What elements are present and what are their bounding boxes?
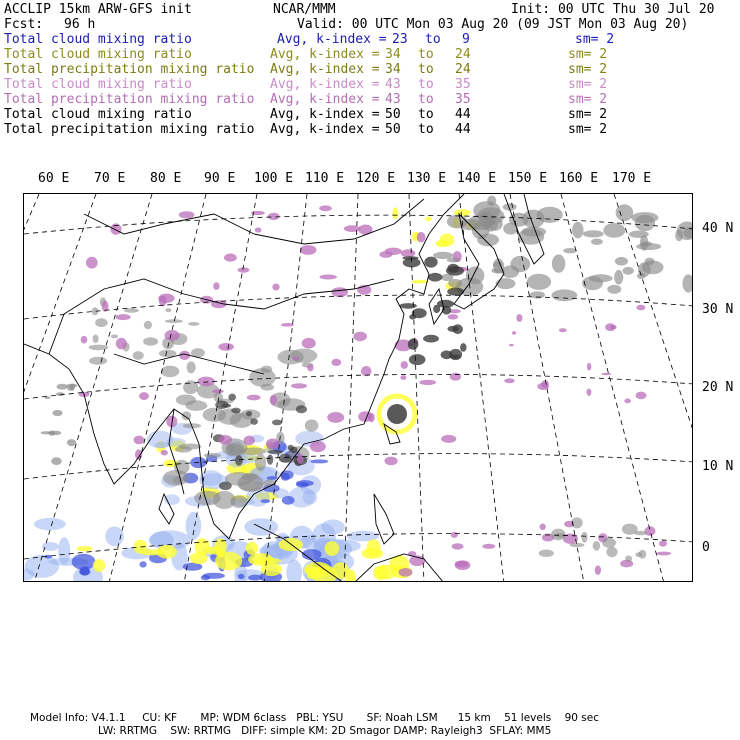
purple-cloud xyxy=(602,373,612,375)
yellow-cloud xyxy=(76,546,92,551)
purple-cloud xyxy=(161,450,168,456)
lon-label: 70 E xyxy=(94,171,126,186)
purple-cloud xyxy=(165,330,180,341)
legend-smoothing: sm= 2 xyxy=(568,62,608,77)
purple-cloud xyxy=(516,314,522,322)
legend-k-end: 24 xyxy=(455,62,471,77)
purple-cloud xyxy=(512,331,516,335)
legend-k-end: 35 xyxy=(455,77,471,92)
gray-cloud xyxy=(615,257,628,266)
map-background xyxy=(24,194,693,582)
gray-cloud xyxy=(143,337,158,346)
lon-label: 130 E xyxy=(407,171,447,186)
yellow-cloud xyxy=(425,217,432,221)
gray-cloud xyxy=(530,291,545,298)
blue-cloud xyxy=(201,575,210,580)
purple-cloud xyxy=(448,314,459,319)
dark-cloud xyxy=(446,266,464,276)
purple-cloud xyxy=(319,205,332,211)
purple-cloud xyxy=(116,338,127,350)
purple-cloud xyxy=(401,361,408,369)
yellow-cloud xyxy=(306,567,326,573)
legend-to: to xyxy=(425,32,441,47)
dark-cloud xyxy=(228,394,236,401)
blue-cloud xyxy=(296,480,314,486)
gray-cloud xyxy=(487,196,496,206)
dark-cloud xyxy=(424,257,437,268)
lon-label: 100 E xyxy=(254,171,294,186)
dark-cloud xyxy=(423,335,439,343)
fcst-label: Fcst: xyxy=(4,17,44,32)
yellow-cloud xyxy=(248,553,273,566)
purple-cloud xyxy=(401,249,416,257)
gray-cloud xyxy=(583,230,604,237)
gray-cloud xyxy=(57,384,68,390)
purple-cloud xyxy=(559,328,567,332)
gray-cloud xyxy=(552,289,578,301)
gray-cloud xyxy=(606,547,617,557)
dark-cloud xyxy=(428,273,442,282)
purple-cloud xyxy=(116,314,131,320)
gray-cloud xyxy=(93,335,99,344)
legend-smoothing: sm= 2 xyxy=(568,92,608,107)
init-time: Init: 00 UTC Thu 30 Jul 20 xyxy=(511,2,715,17)
legend-k-end: 35 xyxy=(455,92,471,107)
dark-cloud xyxy=(399,303,416,309)
dark-cloud xyxy=(402,256,418,260)
purple-cloud xyxy=(344,225,361,232)
gray-cloud xyxy=(50,431,61,435)
gray-cloud xyxy=(133,351,144,360)
gray-cloud xyxy=(255,454,266,471)
purple-cloud xyxy=(270,395,277,405)
legend-field-name: Total precipitation mixing ratio xyxy=(4,92,255,107)
legend-to: to xyxy=(418,107,434,122)
purple-cloud xyxy=(359,225,373,235)
yellow-cloud xyxy=(246,542,258,555)
gray-cloud xyxy=(159,350,177,357)
dark-cloud xyxy=(288,445,294,451)
gray-cloud xyxy=(589,274,613,282)
gray-cloud xyxy=(67,439,76,446)
gray-cloud xyxy=(539,550,554,557)
fcst-value: 96 h xyxy=(64,17,96,32)
blue-cloud xyxy=(261,499,271,503)
lon-label: 160 E xyxy=(559,171,599,186)
purple-cloud xyxy=(302,338,316,349)
purple-cloud xyxy=(255,227,262,232)
legend-avg-label: Avg, k-index = xyxy=(270,107,380,122)
gray-cloud xyxy=(496,278,516,289)
gray-cloud xyxy=(447,215,468,229)
purple-cloud xyxy=(327,412,344,423)
yellow-cloud xyxy=(366,539,380,557)
yellow-cloud xyxy=(93,559,105,572)
purple-cloud xyxy=(139,392,149,400)
dark-cloud xyxy=(453,324,463,334)
legend-avg-label: Avg, k-index = xyxy=(277,32,387,47)
dark-cloud xyxy=(251,418,258,424)
blue-cloud xyxy=(140,561,147,567)
yellow-cloud xyxy=(373,566,388,580)
lat-label: 20 N xyxy=(702,380,734,395)
yellow-cloud xyxy=(157,545,177,559)
legend-field-name: Total cloud mixing ratio xyxy=(4,32,192,47)
gray-cloud xyxy=(187,361,196,373)
purple-cloud xyxy=(281,323,294,327)
purple-cloud xyxy=(272,284,279,291)
gray-cloud xyxy=(124,308,139,312)
yellow-cloud xyxy=(205,547,225,555)
yellow-cloud xyxy=(215,552,242,570)
purple-cloud xyxy=(605,323,615,331)
legend-avg-label: Avg, k-index = xyxy=(270,92,380,107)
model-info-line2: LW: RRTMG SW: RRTMG DIFF: simple KM: 2D Smagor DAMP: Rayleigh3 SFLAY: MM5 xyxy=(98,725,552,737)
gray-cloud xyxy=(614,270,623,285)
blue-cloud xyxy=(280,470,293,479)
gray-cloud xyxy=(241,448,267,455)
legend-smoothing: sm= 2 xyxy=(568,77,608,92)
light-blue-cloud xyxy=(34,518,66,530)
gray-cloud xyxy=(570,543,585,547)
blue-cloud xyxy=(310,459,328,463)
gray-cloud xyxy=(144,321,152,329)
typhoon-core xyxy=(387,404,407,424)
legend-k-start: 50 xyxy=(385,122,401,137)
gray-cloud xyxy=(111,335,118,339)
purple-cloud xyxy=(320,275,337,280)
purple-cloud xyxy=(656,552,671,556)
purple-cloud xyxy=(636,305,645,311)
gray-cloud xyxy=(41,431,52,434)
purple-cloud xyxy=(81,336,88,344)
dark-cloud xyxy=(267,455,273,465)
dark-cloud xyxy=(246,411,252,416)
gray-cloud xyxy=(261,366,272,373)
purple-cloud xyxy=(307,364,313,371)
gray-cloud xyxy=(602,538,616,548)
gray-cloud xyxy=(623,267,634,275)
purple-cloud xyxy=(587,363,592,371)
purple-cloud xyxy=(455,561,469,567)
valid-time: Valid: 00 UTC Mon 03 Aug 20 (09 JST Mon 03 Aug 20) xyxy=(297,17,689,32)
dark-cloud xyxy=(296,405,307,413)
legend-k-start: 23 xyxy=(392,32,408,47)
gray-cloud xyxy=(305,419,319,431)
legend-smoothing: sm= 2 xyxy=(568,47,608,62)
gray-cloud xyxy=(290,349,317,363)
legend-to: to xyxy=(418,62,434,77)
gray-cloud xyxy=(51,457,62,465)
legend-k-end: 44 xyxy=(455,107,471,122)
gray-cloud xyxy=(635,552,642,557)
gray-cloud xyxy=(607,285,621,294)
purple-cloud xyxy=(212,389,224,393)
gray-cloud xyxy=(204,453,221,458)
gray-cloud xyxy=(185,400,207,411)
blue-cloud xyxy=(282,496,295,505)
gray-cloud xyxy=(634,531,647,535)
purple-cloud xyxy=(86,257,98,269)
gray-cloud xyxy=(645,258,655,266)
purple-cloud xyxy=(509,344,514,346)
dark-cloud xyxy=(231,408,241,414)
purple-cloud xyxy=(353,332,367,342)
purple-cloud xyxy=(504,378,515,383)
purple-cloud xyxy=(419,380,436,385)
yellow-cloud xyxy=(435,240,449,247)
gray-cloud xyxy=(165,319,183,323)
legend-to: to xyxy=(418,47,434,62)
blue-cloud xyxy=(238,574,245,579)
purple-cloud xyxy=(417,232,426,242)
gray-cloud xyxy=(447,258,461,263)
gray-cloud xyxy=(165,308,171,312)
gray-cloud xyxy=(572,222,583,239)
dark-cloud xyxy=(235,455,243,465)
lat-label: 10 N xyxy=(702,459,734,474)
lon-label: 140 E xyxy=(457,171,497,186)
gray-cloud xyxy=(635,215,655,231)
gray-cloud xyxy=(563,248,577,253)
legend-field-name: Total cloud mixing ratio xyxy=(4,47,192,62)
purple-cloud xyxy=(244,436,255,446)
gray-cloud xyxy=(625,556,632,562)
purple-cloud xyxy=(385,457,398,466)
gray-cloud xyxy=(591,239,603,245)
legend-k-start: 43 xyxy=(385,77,401,92)
purple-cloud xyxy=(331,287,348,297)
purple-cloud xyxy=(385,248,402,255)
gray-cloud xyxy=(52,410,62,416)
purple-cloud xyxy=(645,526,656,536)
purple-cloud xyxy=(399,568,413,577)
gray-cloud xyxy=(70,384,75,391)
purple-cloud xyxy=(213,282,219,290)
legend-k-start: 34 xyxy=(385,47,401,62)
purple-cloud xyxy=(300,245,317,255)
legend-to: to xyxy=(418,122,434,137)
dark-cloud xyxy=(409,354,426,365)
gray-cloud xyxy=(238,474,264,492)
purple-cloud xyxy=(218,343,234,351)
legend-k-end: 24 xyxy=(455,47,471,62)
dark-cloud xyxy=(272,420,282,426)
purple-cloud xyxy=(266,439,280,450)
purple-cloud xyxy=(400,375,406,380)
dark-cloud xyxy=(433,305,440,313)
gray-cloud xyxy=(552,254,565,272)
yellow-cloud xyxy=(325,541,340,556)
purple-cloud xyxy=(134,436,145,445)
dark-cloud xyxy=(449,349,462,360)
model-title: ACCLIP 15km ARW-GFS init xyxy=(4,2,192,17)
purple-cloud xyxy=(224,254,237,262)
dark-cloud xyxy=(219,482,232,491)
gray-cloud xyxy=(95,318,108,327)
gray-cloud xyxy=(188,322,199,326)
legend-k-start: 34 xyxy=(385,62,401,77)
map-panel xyxy=(23,193,693,582)
lat-label: 40 N xyxy=(702,221,734,236)
purple-cloud xyxy=(636,392,647,400)
org-label: NCAR/MMM xyxy=(273,2,336,17)
purple-cloud xyxy=(268,213,280,220)
purple-cloud xyxy=(587,389,592,396)
lon-label: 170 E xyxy=(612,171,652,186)
dark-cloud xyxy=(268,450,283,454)
legend-to: to xyxy=(418,92,434,107)
legend-avg-label: Avg, k-index = xyxy=(270,77,380,92)
purple-cloud xyxy=(368,413,375,422)
purple-cloud xyxy=(297,453,304,464)
lat-label: 0 xyxy=(702,540,710,555)
lon-label: 110 E xyxy=(305,171,345,186)
map-canvas xyxy=(24,194,693,582)
purple-cloud xyxy=(247,395,261,401)
yellow-cloud xyxy=(412,280,429,284)
purple-cloud xyxy=(540,524,546,531)
purple-cloud xyxy=(331,359,341,366)
purple-cloud xyxy=(659,541,667,547)
legend-k-end: 9 xyxy=(462,32,470,47)
model-info-line1: Model Info: V4.1.1 CU: KF MP: WDM 6class PBL: YSU SF: Noah LSM 15 km 51 levels 90 sec xyxy=(30,712,599,724)
legend-avg-label: Avg, k-index = xyxy=(270,62,380,77)
purple-cloud xyxy=(441,435,456,443)
gray-cloud xyxy=(629,231,649,238)
legend-smoothing: sm= 2 xyxy=(575,32,615,47)
purple-cloud xyxy=(482,544,495,549)
gray-cloud xyxy=(89,357,107,365)
gray-cloud xyxy=(593,541,600,551)
lon-label: 90 E xyxy=(204,171,236,186)
legend-k-start: 50 xyxy=(385,107,401,122)
legend-to: to xyxy=(418,77,434,92)
purple-cloud xyxy=(595,565,601,575)
purple-cloud xyxy=(450,373,461,381)
dark-cloud xyxy=(408,339,419,350)
gray-cloud xyxy=(183,380,198,394)
legend-smoothing: sm= 2 xyxy=(568,107,608,122)
gray-cloud xyxy=(675,230,683,242)
purple-cloud xyxy=(291,383,307,388)
light-blue-cloud xyxy=(186,512,202,540)
light-blue-cloud xyxy=(303,490,318,505)
gray-cloud xyxy=(527,274,551,290)
legend-k-start: 43 xyxy=(385,92,401,107)
dark-cloud xyxy=(460,343,466,352)
legend-avg-label: Avg, k-index = xyxy=(270,47,380,62)
purple-cloud xyxy=(158,294,174,303)
gray-cloud xyxy=(472,222,489,239)
purple-cloud xyxy=(452,543,464,549)
legend-smoothing: sm= 2 xyxy=(568,122,608,137)
purple-cloud xyxy=(451,532,458,538)
purple-cloud xyxy=(219,435,233,445)
gray-cloud xyxy=(56,392,65,396)
dark-cloud xyxy=(279,454,292,463)
purple-cloud xyxy=(310,441,326,452)
lon-label: 60 E xyxy=(38,171,70,186)
legend-field-name: Total cloud mixing ratio xyxy=(4,107,192,122)
gray-cloud xyxy=(581,532,587,543)
legend-field-name: Total cloud mixing ratio xyxy=(4,77,192,92)
legend-avg-label: Avg, k-index = xyxy=(270,122,380,137)
gray-cloud xyxy=(518,229,544,245)
purple-cloud xyxy=(293,356,299,361)
purple-cloud xyxy=(135,449,142,459)
gray-cloud xyxy=(89,345,109,351)
gray-cloud xyxy=(636,243,661,250)
lon-label: 150 E xyxy=(508,171,548,186)
yellow-cloud xyxy=(392,207,398,219)
legend-field-name: Total precipitation mixing ratio xyxy=(4,62,255,77)
gray-cloud xyxy=(603,223,625,238)
gray-cloud xyxy=(226,444,235,453)
purple-cloud xyxy=(624,399,631,404)
legend-field-name: Total precipitation mixing ratio xyxy=(4,122,255,137)
gray-cloud xyxy=(182,411,192,420)
lat-label: 30 N xyxy=(702,302,734,317)
lon-label: 120 E xyxy=(356,171,396,186)
purple-cloud xyxy=(238,267,250,272)
lon-label: 80 E xyxy=(150,171,182,186)
gray-cloud xyxy=(175,446,192,453)
blue-cloud xyxy=(80,566,90,575)
gray-cloud xyxy=(161,366,179,378)
purple-cloud xyxy=(110,223,121,234)
legend-k-end: 44 xyxy=(455,122,471,137)
purple-cloud xyxy=(179,211,195,218)
